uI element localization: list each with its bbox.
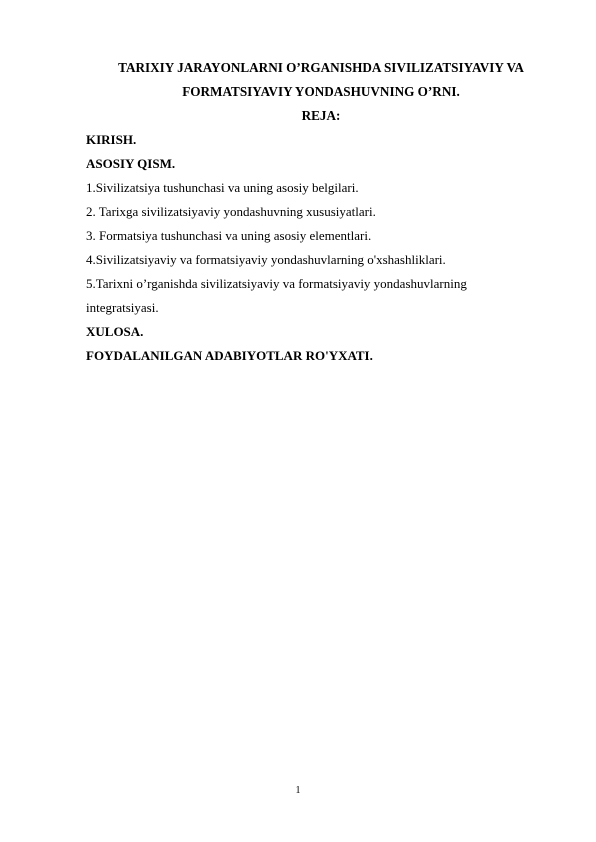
document-title: TARIXIY JARAYONLARNI O’RGANISHDA SIVILIZATSIYAVIY VA FORMATSIYAVIY YONDASHUVNING O’RNI.: [118, 60, 524, 99]
outline-item-4: 4.Sivilizatsiyaviy va formatsiyaviy yondashuvlarning o'xshashliklari.: [86, 252, 446, 267]
outline-conclusion: XULOSA.: [86, 324, 144, 339]
outline-item-3: 3. Formatsiya tushunchasi va uning asosiy elementlari.: [86, 228, 372, 243]
outline-item-2: 2. Tarixga sivilizatsiyaviy yondashuvning xususiyatlari.: [86, 204, 376, 219]
outline-intro: KIRISH.: [86, 132, 137, 147]
page-number: 1: [295, 785, 301, 796]
plan-heading: REJA:: [301, 108, 341, 123]
outline-item-1: 1.Sivilizatsiya tushunchasi va uning asosiy belgilari.: [86, 180, 359, 195]
outline-item-5: 5.Tarixni o’rganishda sivilizatsiyaviy va formatsiyaviy yondashuvlarning integratsiyasi.: [86, 276, 467, 315]
outline-main-part: ASOSIY QISM.: [86, 156, 176, 171]
outline-references: FOYDALANILGAN ADABIYOTLAR RO'YXATI.: [86, 348, 373, 363]
plan-outline: [86, 128, 526, 368]
